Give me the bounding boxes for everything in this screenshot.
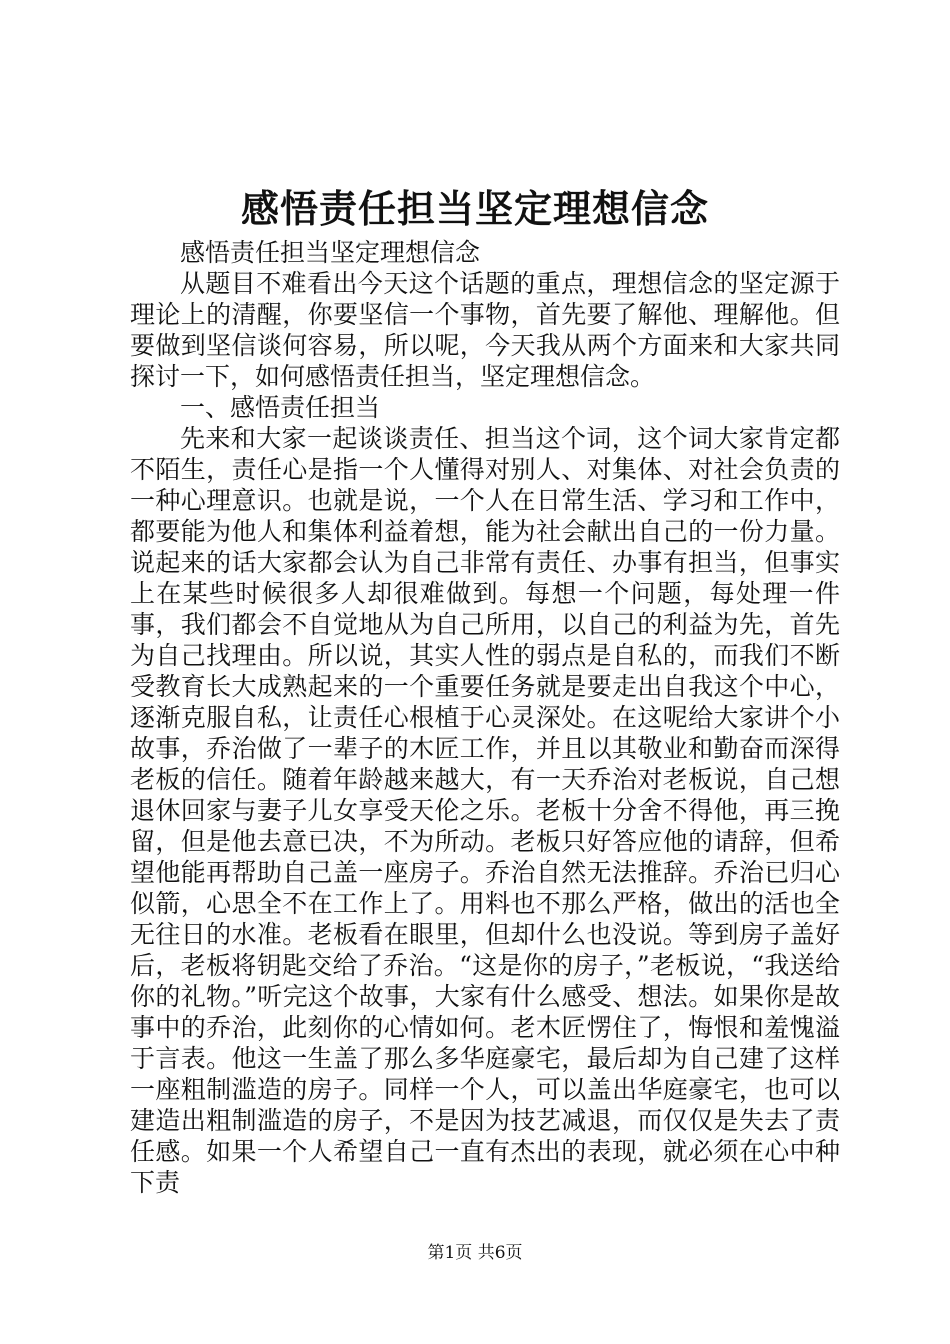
subtitle-paragraph: 感悟责任担当坚定理想信念: [180, 238, 481, 267]
body-paragraph: 先来和大家一起谈谈责任、担当这个词，这个词大家肯定都不陌生，责任心是指一个人懂得对别人、对集体、对社会负责的一种心理意识。也就是说，一个人在日常生活、学习和工作中，都要能为他人和集体利益着想，能为社会献出自己的一份力量。说起来的话大家都会认为自己非常有责任、办事有担当，但事实上在某些时候很多人却很难做到。每想一个问题，每处理一件事，我们都会不自觉地从为自己所用，以自己的利益为先，首先为自己找理由。所以说，其实人性的弱点是自私的，而我们不断受教育长大成熟起来的一个重要任务就是要走出自我这个中心，逐渐克服自私，让责任心根植于心灵深处。在这呢给大家讲个小故事，乔治做了一辈子的木匠工作，并且以其敬业和勤奋而深得老板的信任。随着年龄越来越大，有一天乔治对老板说，自己想退休回家与妻子儿女享受天伦之乐。老板十分舍不得他，再三挽留，但是他去意已决，不为所动。老板只好答应他的请辞，但希望他能再帮助自己盖一座房子。乔治自然无法推辞。乔治已归心似箭，心思全不在工作上了。用料也不那么严格，做出的活也全无往日的水准。老板看在眼里，但却什么也没说。等到房子盖好后，老板将钥匙交给了乔治。“这是你的房子，”老板说，“我送给你的礼物。”听完这个故事，大家有什么感受、想法。如果你是故事中的乔治，此刻你的心情如何。老木匠愣住了，悔恨和羞愧溢于言表。他这一生盖了那么多华庭豪宅，最后却为自己建了这样一座粗制滥造的房子。同样一个人，可以盖出华庭豪宅，也可以建造出粗制滥造的房子，不是因为技艺减退，而仅仅是失去了责任感。如果一个人希望自己一直有杰出的表现，就必须在心中种下责: [130, 424, 840, 1197]
section-heading: 一、感悟责任担当: [180, 393, 381, 422]
page-title: 感悟责任担当坚定理想信念: [240, 186, 709, 231]
document-body: [130, 237, 840, 1198]
intro-paragraph: 从题目不难看出今天这个话题的重点，理想信念的坚定源于理论上的清醒，你要坚信一个事物，首先要了解他、理解他。但要做到坚信谈何容易，所以呢，今天我从两个方面来和大家共同探讨一下，如何感悟责任担当，坚定理想信念。: [130, 269, 840, 391]
page-number-footer: 第1页 共6页: [427, 1243, 523, 1263]
